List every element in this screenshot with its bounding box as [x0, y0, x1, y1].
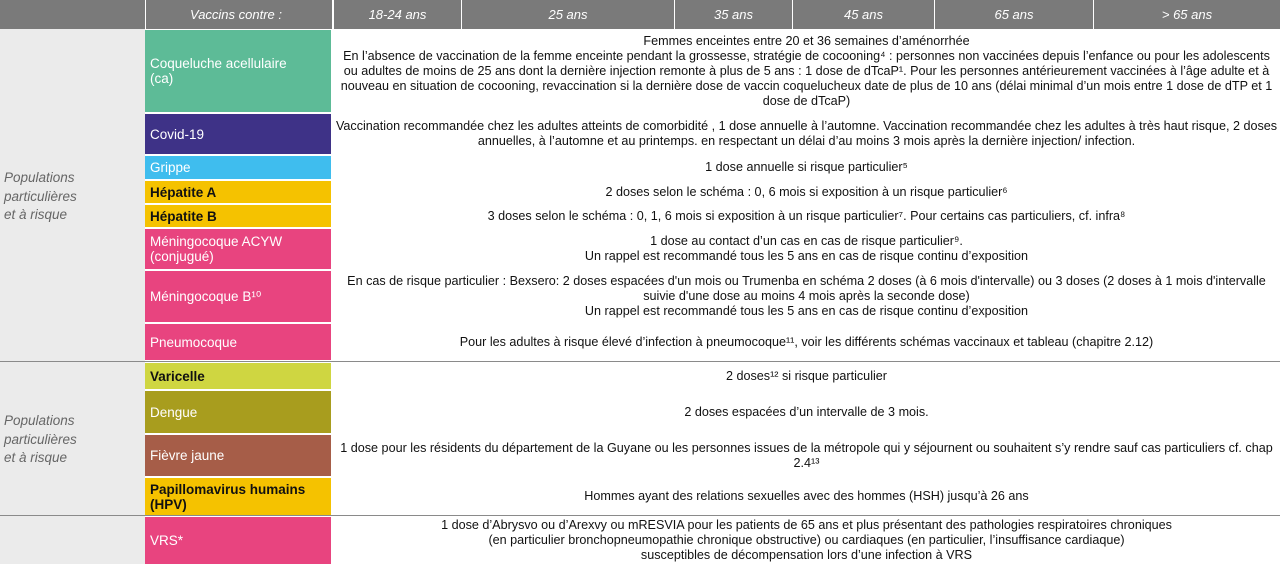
- recommendation-text: 2 doses¹² si risque particulier: [726, 368, 887, 383]
- header-col-18-24: 18-24 ans: [334, 0, 461, 29]
- vaccine-label-grippe: Grippe: [145, 156, 331, 179]
- recommendation-hepatite-b: [333, 205, 1280, 227]
- group-separator-2: [0, 515, 1280, 516]
- recommendation-text: 3 doses selon le schéma : 0, 1, 6 mois si exposition à un risque particulier⁷. Pour certains cas particuliers, cf. infra⁸: [487, 208, 1126, 223]
- recommendation-meningocoque-b: [333, 271, 1280, 322]
- vaccine-label-fievre-jaune: Fièvre jaune: [145, 435, 331, 476]
- recommendation-text: En cas de risque particulier : Bexsero: 2 doses espacées d'un mois ou Trumenba en schéma 2 doses (à 6 mois d'intervalle) ou 3 doses (2 doses à 1 mois d'intervalle suivie d'une dose au moins 4 mois après la seconde dose) Un rappel est recommandé tous les 5 ans en cas de risque continu d’exposition: [347, 274, 1266, 318]
- header-col-25: 25 ans: [462, 0, 674, 29]
- header-col-over-65: > 65 ans: [1094, 0, 1280, 29]
- vaccine-label-coqueluche: Coqueluche acellulaire (ca): [145, 30, 331, 112]
- vaccine-label-pneumocoque: Pneumocoque: [145, 324, 331, 360]
- vaccine-label-vrs: VRS*: [145, 517, 331, 564]
- recommendation-hpv: [333, 478, 1280, 515]
- vaccine-label-meningocoque-acyw: Méningocoque ACYW (conjugué): [145, 229, 331, 269]
- recommendation-pneumocoque: [333, 324, 1280, 360]
- recommendation-text: 1 dose annuelle si risque particulier⁵: [705, 160, 908, 174]
- recommendation-text: Pour les adultes à risque élevé d’infection à pneumocoque¹¹, voir les différents schémas vaccinaux et tableau (chapitre 2.12): [459, 334, 1154, 349]
- recommendation-text: Femmes enceintes entre 20 et 36 semaines d’aménorrhée En l’absence de vaccination de la femme enceinte pendant la grossesse, stratégie de cocooning⁴ : personnes non vaccinées depuis l’enfance ou pour les adolescents ou adultes de moins de 25 ans dont la dernière injection remonte à plus de 5 ans : 1 dose de dTcaP¹. Pour les personnes antérieurement vaccinées à l’âge adulte et à nouveau en situation de cocooning, revaccination si la dernière dose de vaccin coquelucheux date de plus de 10 ans (délai minimal d’un mois entre 1 dose de dTP et 1 dose de dTcaP): [340, 33, 1273, 108]
- recommendation-text: Vaccination recommandée chez les adultes atteints de comorbidité , 1 dose annuelle à l’automne. Vaccination recommandée chez les adultes à très haut risque, 2 doses annuelles, à l’automne et au printemps. en respectant un délai d’au moins 3 mois après la dernière injection/ infection.: [335, 119, 1278, 148]
- vaccine-label-covid-19: Covid-19: [145, 114, 331, 154]
- vaccine-label-varicelle: Varicelle: [145, 363, 331, 389]
- header-corner: [0, 0, 145, 29]
- group-separator-1: [0, 361, 1280, 362]
- header-col-45: 45 ans: [793, 0, 934, 29]
- vaccine-label-dengue: Dengue: [145, 391, 331, 433]
- recommendation-covid-19: [333, 114, 1280, 154]
- recommendation-meningocoque-acyw: [333, 229, 1280, 269]
- recommendation-vrs: [333, 517, 1280, 564]
- recommendation-grippe: [333, 156, 1280, 179]
- group-label-1: Populations particulières et à risque: [4, 170, 77, 222]
- group-label-2: Populations particulières et à risque: [4, 413, 77, 465]
- recommendation-varicelle: [333, 363, 1280, 389]
- recommendation-fievre-jaune: [333, 435, 1280, 476]
- recommendation-dengue: [333, 391, 1280, 433]
- header-col-35: 35 ans: [675, 0, 792, 29]
- recommendation-text: 2 doses selon le schéma : 0, 6 mois si exposition à un risque particulier⁶: [605, 184, 1008, 199]
- recommendation-text: 2 doses espacées d’un intervalle de 3 mois.: [684, 404, 929, 419]
- vaccine-label-meningocoque-b: Méningocoque B¹⁰: [145, 271, 331, 322]
- recommendation-text: 1 dose au contact d’un cas en cas de risque particulier⁹. Un rappel est recommandé tous les 5 ans en cas de risque continu d’exposition: [584, 234, 1029, 263]
- group-column-background: [0, 29, 145, 564]
- recommendation-hepatite-a: [333, 181, 1280, 203]
- header-col-65: 65 ans: [935, 0, 1093, 29]
- vaccine-label-hepatite-a: Hépatite A: [145, 181, 331, 203]
- recommendation-text: 1 dose d’Abrysvo ou d’Arexvy ou mRESVIA pour les patients de 65 ans et plus présentant des pathologies respiratoires chroniques (en particulier bronchopneumopathie chronique obstructive) ou cardiaques (en particulier, l’insuffisance cardiaque) susceptibles de décompensation lors d’une infection à VRS: [441, 518, 1172, 562]
- vaccine-label-hpv: Papillomavirus humains (HPV): [145, 478, 331, 515]
- header-vaccins-contre: Vaccins contre :: [146, 0, 332, 29]
- vaccine-label-hepatite-b: Hépatite B: [145, 205, 331, 227]
- recommendation-text: 1 dose pour les résidents du département de la Guyane ou les personnes issues de la métropole qui y séjournent ou souhaitent s’y rendre sauf cas particuliers cf. chap 2.4¹³: [340, 440, 1273, 470]
- recommendation-text: Hommes ayant des relations sexuelles avec des hommes (HSH) jusqu’à 26 ans: [584, 489, 1029, 503]
- recommendation-coqueluche: [333, 30, 1280, 112]
